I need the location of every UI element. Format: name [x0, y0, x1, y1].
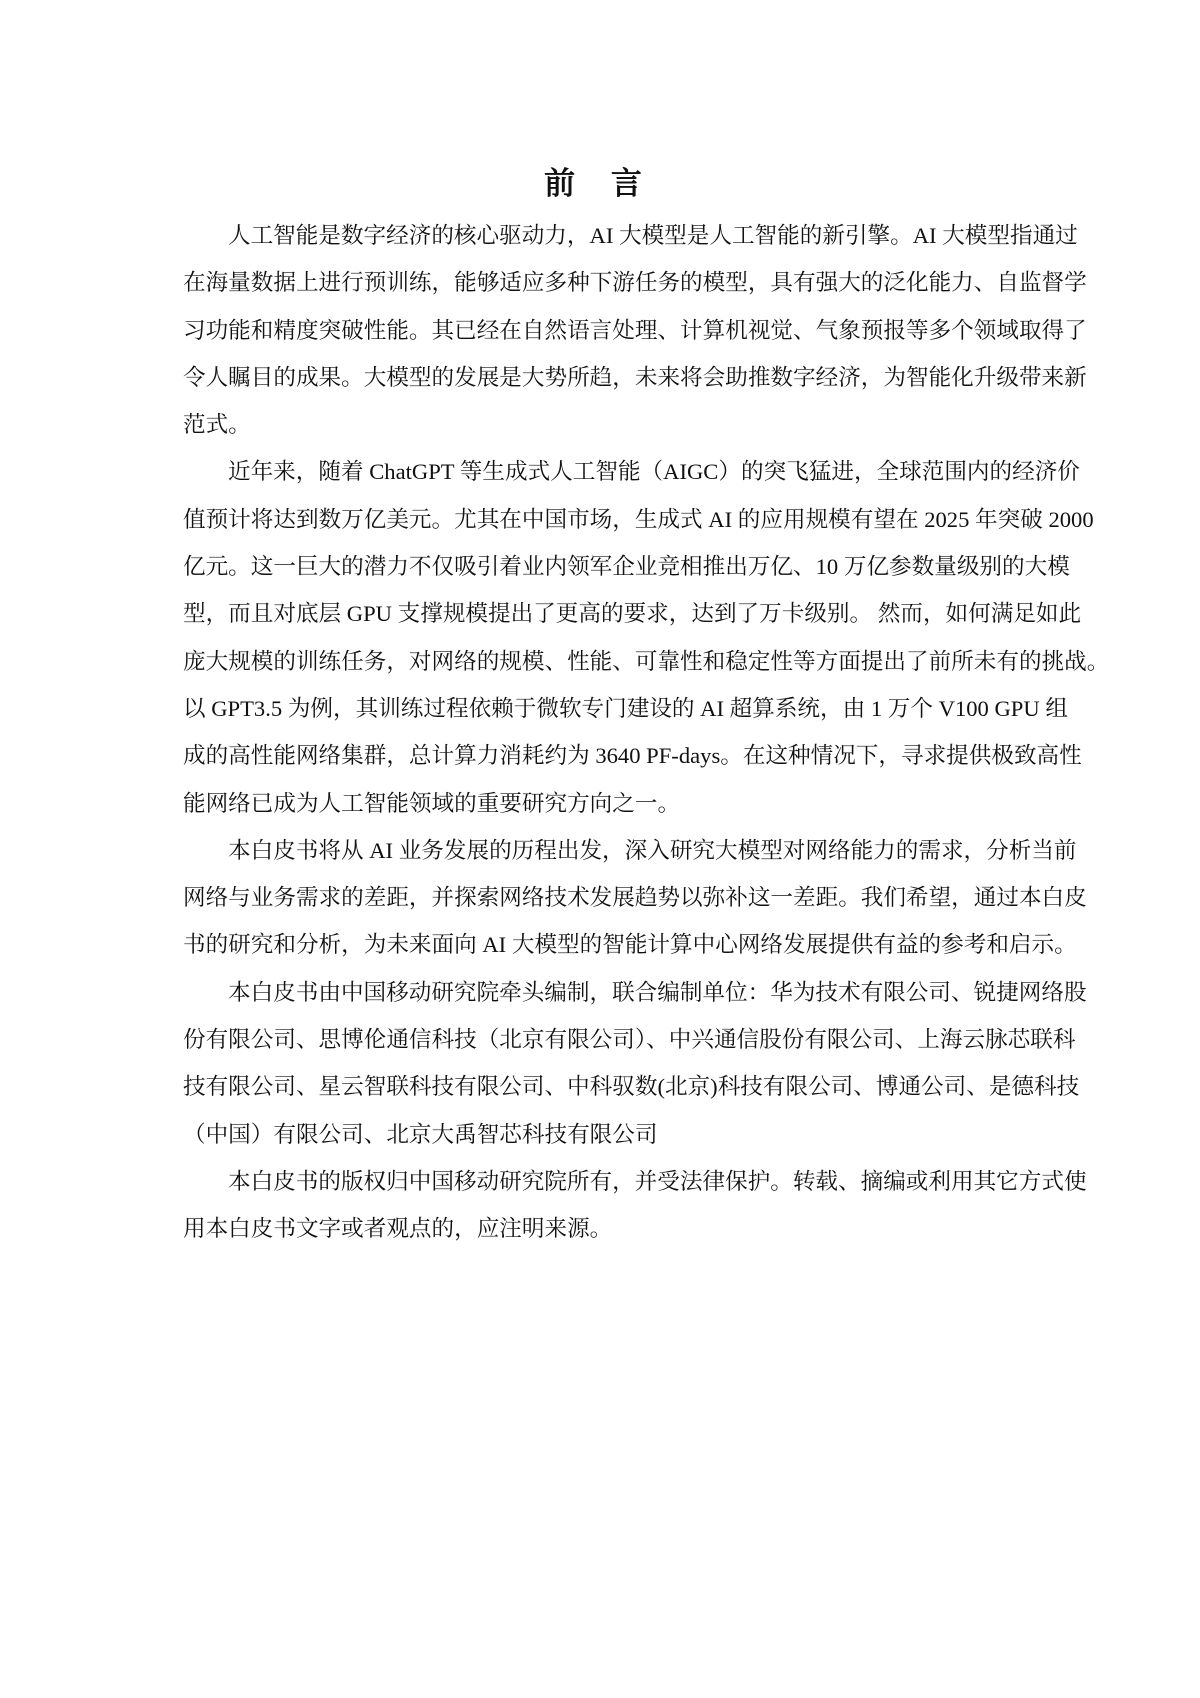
paragraph: [183, 827, 1087, 969]
paragraph: [183, 212, 1087, 448]
text-line: 值预计将达到数万亿美元。尤其在中国市场，生成式 AI 的应用规模有望在 2025 年突破 2000: [183, 506, 1094, 532]
document-body: [183, 212, 1110, 1253]
text-line: 范式。: [183, 412, 251, 438]
text-line: 本白皮书将从 AI 业务发展的历程出发，深入研究大模型对网络能力的需求，分析当前: [228, 837, 1077, 863]
text-line: 以 GPT3.5 为例，其训练过程依赖于微软专门建设的 AI 超算系统，由 1 万个 V100 GPU 组: [183, 695, 1068, 721]
text-line: 网络与业务需求的差距，并探索网络技术发展趋势以弥补这一差距。我们希望，通过本白皮: [183, 885, 1087, 911]
text-line: 能网络已成为人工智能领域的重要研究方向之一。: [183, 790, 681, 816]
text-line: 近年来，随着 ChatGPT 等生成式人工智能（AIGC）的突飞猛进，全球范围内的经济价: [228, 459, 1080, 485]
text-line: 份有限公司、思博伦通信科技（北京有限公司）、中兴通信股份有限公司、上海云脉芯联科: [183, 1027, 1076, 1053]
text-line: 用本白皮书文字或者观点的，应注明来源。: [183, 1216, 613, 1242]
text-line: 型，而且对底层 GPU 支撑规模提出了更高的要求，达到了万卡级别。 然而，如何满足如此: [183, 601, 1082, 627]
text-line: （中国）有限公司、北京大禹智芯科技有限公司: [183, 1121, 658, 1147]
text-line: 本白皮书的版权归中国移动研究院所有，并受法律保护。转载、摘编或利用其它方式使: [228, 1168, 1087, 1194]
text-line: 书的研究和分析，为未来面向 AI 大模型的智能计算中心网络发展提供有益的参考和启示。: [183, 932, 1077, 958]
text-line: 庞大规模的训练任务，对网络的规模、性能、可靠性和稳定性等方面提出了前所未有的挑战。: [183, 648, 1110, 674]
text-line: 本白皮书由中国移动研究院牵头编制，联合编制单位：华为技术有限公司、锐捷网络股: [228, 979, 1087, 1005]
paragraph: [183, 1158, 1087, 1253]
text-line: 令人瞩目的成果。大模型的发展是大势所趋，未来将会助推数字经济，为智能化升级带来新: [183, 364, 1087, 390]
text-line: 技有限公司、星云智联科技有限公司、中科驭数(北京)科技有限公司、博通公司、是德科技: [183, 1074, 1080, 1100]
page-title: 前 言: [544, 166, 656, 201]
text-line: 人工智能是数字经济的核心驱动力，AI 大模型是人工智能的新引擎。AI 大模型指通过: [228, 223, 1078, 248]
text-line: 亿元。这一巨大的潜力不仅吸引着业内领军企业竞相推出万亿、10 万亿参数量级别的大模: [183, 554, 1070, 580]
paragraph: [183, 969, 1087, 1158]
text-line: 在海量数据上进行预训练，能够适应多种下游任务的模型，具有强大的泛化能力、自监督学: [183, 270, 1087, 296]
text-line: 成的高性能网络集群，总计算力消耗约为 3640 PF-days。在这种情况下，寻求提供极致高性: [183, 743, 1082, 769]
text-line: 习功能和精度突破性能。其已经在自然语言处理、计算机视觉、气象预报等多个领域取得了: [183, 317, 1087, 343]
paragraph: [183, 448, 1110, 826]
